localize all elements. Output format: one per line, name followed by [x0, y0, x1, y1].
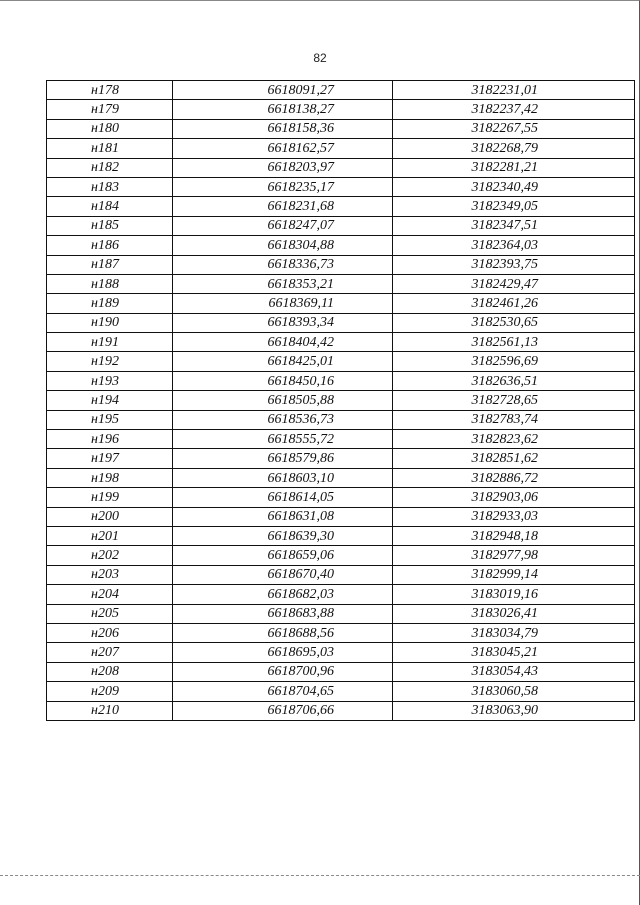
- x-coordinate-cell: 6618505,88: [173, 391, 393, 410]
- table-row: [47, 371, 635, 390]
- point-id-cell: н185: [47, 216, 173, 235]
- y-coordinate-cell: 3182461,26: [393, 294, 635, 313]
- point-id-cell: н197: [47, 449, 173, 468]
- table-row: [47, 701, 635, 720]
- y-coordinate-cell: 3182977,98: [393, 546, 635, 565]
- y-coordinate-cell: 3182636,51: [393, 371, 635, 390]
- table-row: [47, 177, 635, 196]
- point-id-cell: н196: [47, 430, 173, 449]
- y-coordinate-cell: 3182561,13: [393, 333, 635, 352]
- point-id-cell: н184: [47, 197, 173, 216]
- point-id-cell: н180: [47, 119, 173, 138]
- point-id-cell: н192: [47, 352, 173, 371]
- table-row: [47, 236, 635, 255]
- point-id-cell: н191: [47, 333, 173, 352]
- point-id-cell: н183: [47, 177, 173, 196]
- y-coordinate-cell: 3183060,58: [393, 682, 635, 701]
- y-coordinate-cell: 3183019,16: [393, 585, 635, 604]
- table-row: [47, 410, 635, 429]
- table-row: [47, 604, 635, 623]
- x-coordinate-cell: 6618235,17: [173, 177, 393, 196]
- table-row: [47, 585, 635, 604]
- x-coordinate-cell: 6618203,97: [173, 158, 393, 177]
- coordinates-table: [46, 80, 635, 721]
- point-id-cell: н208: [47, 662, 173, 681]
- x-coordinate-cell: 6618158,36: [173, 119, 393, 138]
- point-id-cell: н207: [47, 643, 173, 662]
- x-coordinate-cell: 6618231,68: [173, 197, 393, 216]
- x-coordinate-cell: 6618393,34: [173, 313, 393, 332]
- table-row: [47, 682, 635, 701]
- x-coordinate-cell: 6618700,96: [173, 662, 393, 681]
- y-coordinate-cell: 3182349,05: [393, 197, 635, 216]
- x-coordinate-cell: 6618683,88: [173, 604, 393, 623]
- point-id-cell: н194: [47, 391, 173, 410]
- bottom-dashed-rule: [0, 875, 640, 876]
- point-id-cell: н181: [47, 139, 173, 158]
- table-row: [47, 430, 635, 449]
- table-row: [47, 391, 635, 410]
- table-row: [47, 81, 635, 100]
- x-coordinate-cell: 6618688,56: [173, 623, 393, 642]
- table-row: [47, 662, 635, 681]
- y-coordinate-cell: 3182237,42: [393, 100, 635, 119]
- coordinates-table-body: [47, 81, 635, 721]
- x-coordinate-cell: 6618162,57: [173, 139, 393, 158]
- y-coordinate-cell: 3182530,65: [393, 313, 635, 332]
- y-coordinate-cell: 3183054,43: [393, 662, 635, 681]
- y-coordinate-cell: 3182231,01: [393, 81, 635, 100]
- point-id-cell: н198: [47, 468, 173, 487]
- x-coordinate-cell: 6618706,66: [173, 701, 393, 720]
- point-id-cell: н193: [47, 371, 173, 390]
- point-id-cell: н187: [47, 255, 173, 274]
- x-coordinate-cell: 6618369,11: [173, 294, 393, 313]
- x-coordinate-cell: 6618682,03: [173, 585, 393, 604]
- y-coordinate-cell: 3182281,21: [393, 158, 635, 177]
- table-row: [47, 119, 635, 138]
- y-coordinate-cell: 3183026,41: [393, 604, 635, 623]
- x-coordinate-cell: 6618670,40: [173, 565, 393, 584]
- y-coordinate-cell: 3182886,72: [393, 468, 635, 487]
- y-coordinate-cell: 3182340,49: [393, 177, 635, 196]
- table-row: [47, 546, 635, 565]
- y-coordinate-cell: 3182393,75: [393, 255, 635, 274]
- point-id-cell: н188: [47, 274, 173, 293]
- table-row: [47, 565, 635, 584]
- y-coordinate-cell: 3182783,74: [393, 410, 635, 429]
- point-id-cell: н182: [47, 158, 173, 177]
- y-coordinate-cell: 3182933,03: [393, 507, 635, 526]
- table-row: [47, 468, 635, 487]
- y-coordinate-cell: 3183034,79: [393, 623, 635, 642]
- point-id-cell: н204: [47, 585, 173, 604]
- point-id-cell: н209: [47, 682, 173, 701]
- x-coordinate-cell: 6618536,73: [173, 410, 393, 429]
- table-row: [47, 449, 635, 468]
- x-coordinate-cell: 6618336,73: [173, 255, 393, 274]
- x-coordinate-cell: 6618704,65: [173, 682, 393, 701]
- point-id-cell: н178: [47, 81, 173, 100]
- table-row: [47, 274, 635, 293]
- point-id-cell: н179: [47, 100, 173, 119]
- point-id-cell: н206: [47, 623, 173, 642]
- point-id-cell: н190: [47, 313, 173, 332]
- y-coordinate-cell: 3182267,55: [393, 119, 635, 138]
- table-row: [47, 623, 635, 642]
- table-row: [47, 313, 635, 332]
- point-id-cell: н202: [47, 546, 173, 565]
- table-row: [47, 139, 635, 158]
- y-coordinate-cell: 3182823,62: [393, 430, 635, 449]
- x-coordinate-cell: 6618247,07: [173, 216, 393, 235]
- x-coordinate-cell: 6618579,86: [173, 449, 393, 468]
- y-coordinate-cell: 3182903,06: [393, 488, 635, 507]
- page-number: 82: [313, 51, 327, 65]
- table-row: [47, 507, 635, 526]
- table-row: [47, 294, 635, 313]
- x-coordinate-cell: 6618425,01: [173, 352, 393, 371]
- x-coordinate-cell: 6618138,27: [173, 100, 393, 119]
- y-coordinate-cell: 3183045,21: [393, 643, 635, 662]
- x-coordinate-cell: 6618639,30: [173, 526, 393, 545]
- x-coordinate-cell: 6618555,72: [173, 430, 393, 449]
- point-id-cell: н200: [47, 507, 173, 526]
- point-id-cell: н195: [47, 410, 173, 429]
- table-row: [47, 255, 635, 274]
- x-coordinate-cell: 6618603,10: [173, 468, 393, 487]
- x-coordinate-cell: 6618631,08: [173, 507, 393, 526]
- y-coordinate-cell: 3182999,14: [393, 565, 635, 584]
- x-coordinate-cell: 6618404,42: [173, 333, 393, 352]
- point-id-cell: н205: [47, 604, 173, 623]
- y-coordinate-cell: 3182948,18: [393, 526, 635, 545]
- x-coordinate-cell: 6618450,16: [173, 371, 393, 390]
- table-row: [47, 488, 635, 507]
- y-coordinate-cell: 3182596,69: [393, 352, 635, 371]
- table-row: [47, 643, 635, 662]
- point-id-cell: н203: [47, 565, 173, 584]
- x-coordinate-cell: 6618695,03: [173, 643, 393, 662]
- x-coordinate-cell: 6618659,06: [173, 546, 393, 565]
- y-coordinate-cell: 3182429,47: [393, 274, 635, 293]
- table-row: [47, 100, 635, 119]
- point-id-cell: н186: [47, 236, 173, 255]
- y-coordinate-cell: 3182364,03: [393, 236, 635, 255]
- table-row: [47, 352, 635, 371]
- table-row: [47, 526, 635, 545]
- point-id-cell: н199: [47, 488, 173, 507]
- x-coordinate-cell: 6618091,27: [173, 81, 393, 100]
- table-row: [47, 216, 635, 235]
- y-coordinate-cell: 3182268,79: [393, 139, 635, 158]
- point-id-cell: н201: [47, 526, 173, 545]
- table-row: [47, 158, 635, 177]
- y-coordinate-cell: 3182728,65: [393, 391, 635, 410]
- table-row: [47, 197, 635, 216]
- y-coordinate-cell: 3182851,62: [393, 449, 635, 468]
- point-id-cell: н189: [47, 294, 173, 313]
- table-row: [47, 333, 635, 352]
- point-id-cell: н210: [47, 701, 173, 720]
- x-coordinate-cell: 6618304,88: [173, 236, 393, 255]
- x-coordinate-cell: 6618353,21: [173, 274, 393, 293]
- y-coordinate-cell: 3183063,90: [393, 701, 635, 720]
- x-coordinate-cell: 6618614,05: [173, 488, 393, 507]
- y-coordinate-cell: 3182347,51: [393, 216, 635, 235]
